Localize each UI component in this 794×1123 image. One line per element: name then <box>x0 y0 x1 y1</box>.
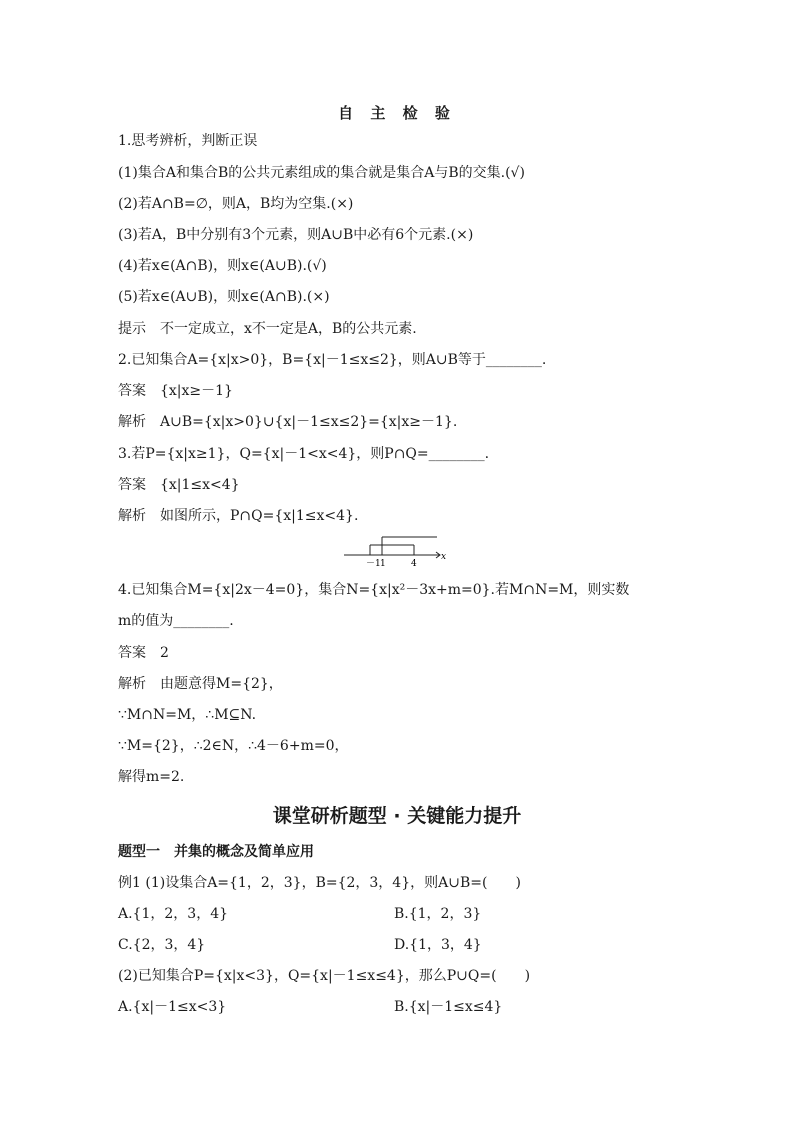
question-4-analysis-4: 解得m=2. <box>118 769 185 785</box>
question-1-item-2: (2)若A∩B=∅，则A，B均为空集.(×) <box>118 196 354 212</box>
question-4-cont: m的值为________. <box>118 613 234 629</box>
q2-option-b: B.{x|－1≤x≤4} <box>394 999 503 1015</box>
q1-option-a: A.{1，2，3，4} <box>118 906 229 922</box>
q1-option-b: B.{1，2，3} <box>394 906 482 922</box>
question-1-hint: 提示 不一定成立，x不一定是A，B的公共元素. <box>118 321 417 337</box>
question-1-item-5: (5)若x∈(A∪B)，则x∈(A∩B).(×) <box>118 289 330 305</box>
question-3-analysis: 解析 如图所示，P∩Q={x|1≤x<4}. <box>118 508 359 524</box>
tick-label-neg1: －1 <box>366 559 381 567</box>
question-4-answer: 答案 2 <box>118 645 169 661</box>
question-4-analysis-3: ∵M={2}，∴2∈N，∴4－6+m=0， <box>118 738 349 754</box>
question-3: 3.若P={x|x≥1}，Q={x|－1<x<4}，则P∩Q=________. <box>118 446 490 462</box>
q2-option-a: A.{x|－1≤x<3} <box>118 999 227 1015</box>
tick-label-1: 1 <box>380 559 386 567</box>
number-line-figure <box>340 533 450 567</box>
question-1-item-1: (1)集合A和集合B的公共元素组成的集合就是集合A与B的交集.(√) <box>118 165 525 181</box>
question-1-title: 1.思考辨析，判断正误 <box>118 133 258 149</box>
question-4-analysis-1: 解析 由题意得M={2}， <box>118 676 283 692</box>
question-2-analysis: 解析 A∪B={x|x>0}∪{x|－1≤x≤2}={x|x≥－1}. <box>118 414 458 430</box>
question-1-item-3: (3)若A，B中分别有3个元素，则A∪B中必有6个元素.(×) <box>118 227 474 243</box>
question-4: 4.已知集合M={x|2x－4=0}，集合N={x|x²－3x+m=0}.若M∩N=M，则实数 <box>118 582 630 598</box>
q1-option-c: C.{2，3，4} <box>118 937 206 953</box>
question-2-answer: 答案 {x|x≥－1} <box>118 383 233 399</box>
example-1-question-1: 例1 (1)设集合A={1，2，3}，B={2，3，4}，则A∪B=( ) <box>118 875 521 891</box>
axis-label-x: x <box>441 552 447 562</box>
section-title: 自 主 检 验 <box>338 104 456 122</box>
question-1-item-4: (4)若x∈(A∩B)，则x∈(A∪B).(√) <box>118 258 327 274</box>
chapter-title: 课堂研析题型 · 关键能力提升 <box>272 805 522 827</box>
q1-option-d: D.{1，3，4} <box>394 937 482 953</box>
question-3-answer: 答案 {x|1≤x<4} <box>118 477 240 493</box>
question-4-analysis-2: ∵M∩N=M，∴M⊆N. <box>118 707 257 723</box>
type-heading: 题型一 并集的概念及简单应用 <box>118 844 314 860</box>
tick-label-4: 4 <box>411 559 417 567</box>
question-2: 2.已知集合A={x|x>0}，B={x|－1≤x≤2}，则A∪B等于________. <box>118 352 547 368</box>
example-1-question-2: (2)已知集合P={x|x<3}，Q={x|－1≤x≤4}，那么P∪Q=( ) <box>118 968 531 984</box>
